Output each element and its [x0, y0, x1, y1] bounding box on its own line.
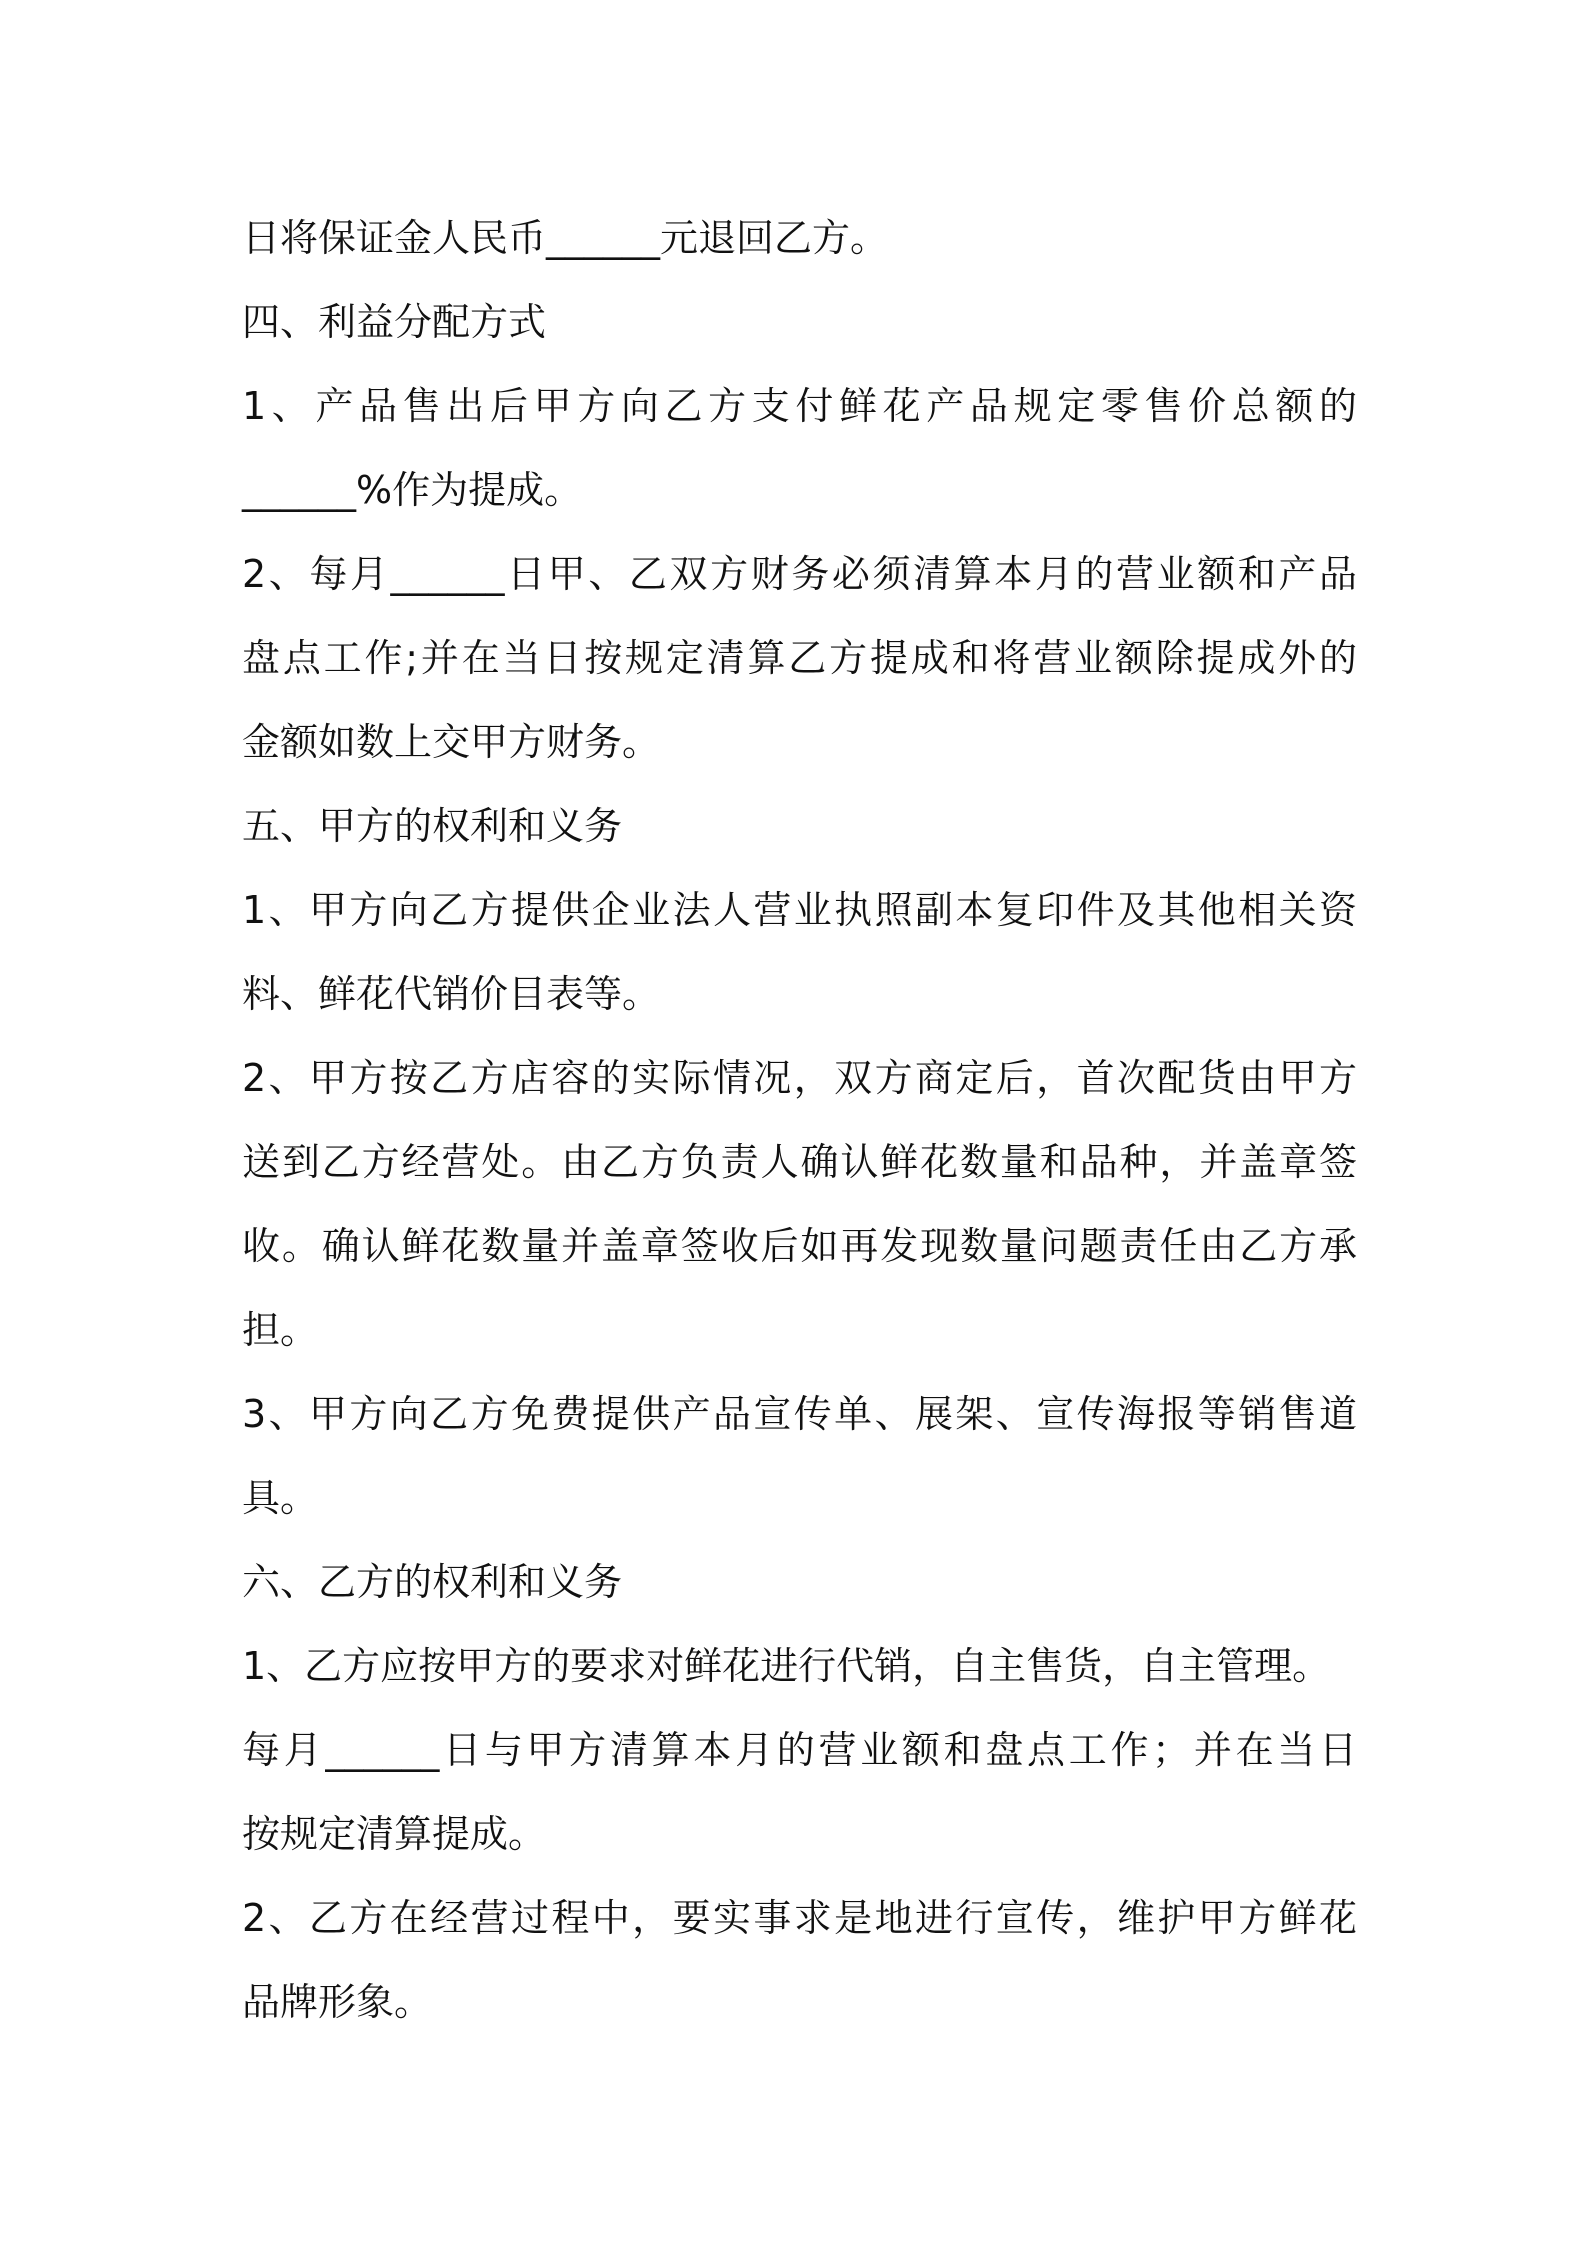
- text-line: 1、乙方应按甲方的要求对鲜花进行代销，自主售货，自主管理。: [242, 1644, 1331, 1688]
- text-line: 1、甲方向乙方提供企业法人营业执照副本复印件及其他相关资: [242, 888, 1357, 932]
- text-line: 2、每月______日甲、乙双方财务必须清算本月的营业额和产品: [242, 552, 1357, 596]
- text-line: 金额如数上交甲方财务。: [242, 720, 661, 764]
- text-line: 日将保证金人民币______元退回乙方。: [242, 216, 889, 260]
- text-line: 料、鲜花代销价目表等。: [242, 972, 661, 1016]
- text-line: 1、产品售出后甲方向乙方支付鲜花产品规定零售价总额的: [242, 384, 1357, 428]
- text-line: 担。: [242, 1308, 319, 1352]
- text-line: 送到乙方经营处。由乙方负责人确认鲜花数量和品种，并盖章签: [242, 1140, 1357, 1184]
- section-heading: 四、利益分配方式: [242, 300, 547, 344]
- text-line: 具。: [242, 1476, 319, 1520]
- text-line: 按规定清算提成。: [242, 1812, 547, 1856]
- text-line: 品牌形象。: [242, 1980, 433, 2024]
- text-line: 收。确认鲜花数量并盖章签收后如再发现数量问题责任由乙方承: [242, 1224, 1357, 1268]
- text-line: 2、甲方按乙方店容的实际情况，双方商定后，首次配货由甲方: [242, 1056, 1357, 1100]
- text-line: 每月______日与甲方清算本月的营业额和盘点工作；并在当日: [242, 1728, 1357, 1772]
- text-line: 2、乙方在经营过程中，要实事求是地进行宣传，维护甲方鲜花: [242, 1896, 1357, 1940]
- section-heading: 五、甲方的权利和义务: [242, 804, 623, 848]
- text-line: 盘点工作;并在当日按规定清算乙方提成和将营业额除提成外的: [242, 636, 1357, 680]
- text-line: 3、甲方向乙方免费提供产品宣传单、展架、宣传海报等销售道: [242, 1392, 1357, 1436]
- section-heading: 六、乙方的权利和义务: [242, 1560, 623, 1604]
- text-line: ______%作为提成。: [242, 468, 583, 512]
- document-body: [242, 196, 1372, 2044]
